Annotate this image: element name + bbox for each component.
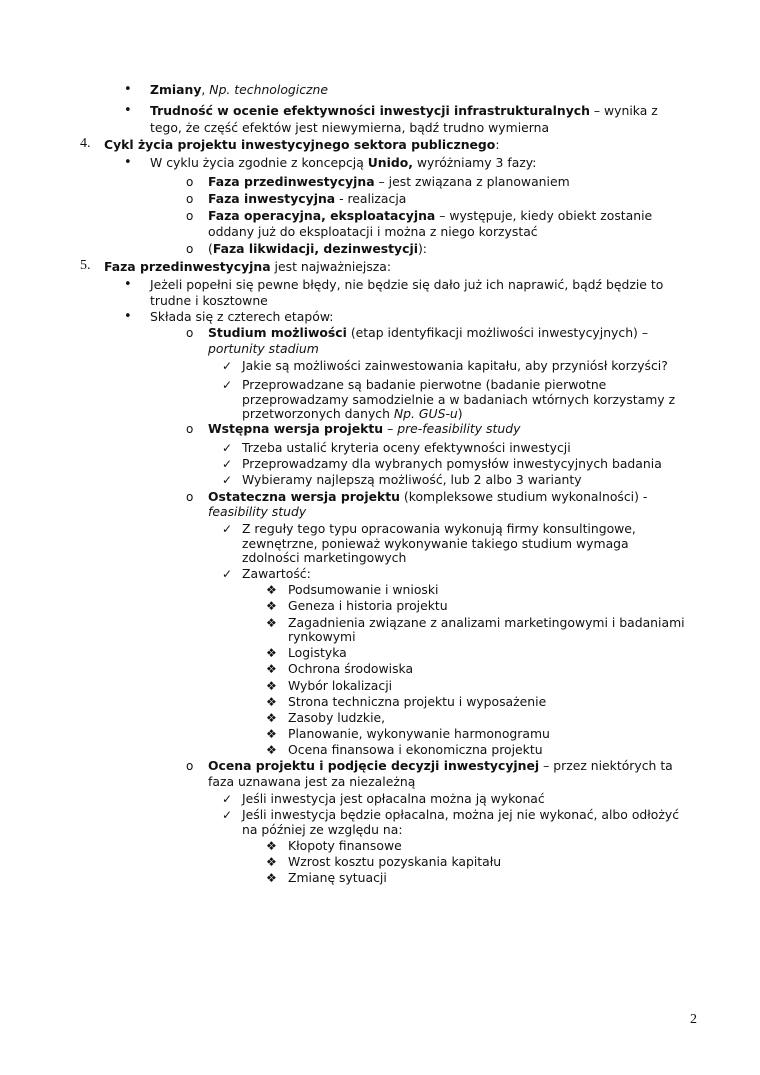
list-item: Wstępna wersja projektu – pre-feasibility study <box>208 421 521 436</box>
list-item: Zasoby ludzkie, <box>288 710 386 725</box>
list-item-continuation: tego, że część efektów jest niewymierna, bądź trudno wymierna <box>150 120 550 135</box>
list-item: Podsumowanie i wnioski <box>288 582 439 597</box>
list-item-continuation: zdolności marketingowych <box>242 550 407 565</box>
list-item: Ocena projektu i podjęcie decyzji inwestycyjnej – przez niektórych ta <box>208 758 673 773</box>
list-item-continuation: faza uznawana jest za niezależną <box>208 774 416 789</box>
list-item: Faza operacyjna, eksploatacyjna – występuje, kiedy obiekt zostanie <box>208 208 653 223</box>
list-item: Jeśli inwestycja będzie opłacalna, można jej nie wykonać, albo odłożyć <box>242 807 680 822</box>
list-item-continuation: przeprowadzamy samodzielnie a w badaniach wtórnych korzystamy z <box>242 392 676 407</box>
page-number: 2 <box>690 1012 697 1027</box>
list-item: Z reguły tego typu opracowania wykonują firmy konsultingowe, <box>242 521 636 536</box>
section-heading: Cykl życia projektu inwestycyjnego sektora publicznego: <box>104 137 500 152</box>
check-marker: ✓ <box>222 359 233 373</box>
list-item: Zmiany, Np. technologiczne <box>150 82 329 97</box>
list-item: Jeśli inwestycja jest opłacalna można ją wykonać <box>242 791 545 806</box>
list-item: Trudność w ocenie efektywności inwestycji infrastrukturalnych – wynika z <box>150 103 658 118</box>
list-item: Zmianę sytuacji <box>288 870 387 885</box>
list-item: Ochrona środowiska <box>288 661 414 676</box>
list-item: Przeprowadzane są badanie pierwotne (badanie pierwotne <box>242 377 607 392</box>
check-marker: ✓ <box>222 522 233 536</box>
section-heading: Faza przedinwestycyjna jest najważniejsza: <box>104 259 392 274</box>
bullet-marker: • <box>124 277 132 292</box>
diamond-marker: ❖ <box>266 599 277 613</box>
circle-marker: o <box>186 192 194 206</box>
list-item: Wzrost kosztu pozyskania kapitału <box>288 854 502 869</box>
diamond-marker: ❖ <box>266 679 277 693</box>
list-item: Ostateczna wersja projektu (kompleksowe studium wykonalności) - <box>208 489 648 504</box>
list-item: Jeżeli popełni się pewne błędy, nie będzie się dało już ich naprawić, bądź będzie to <box>150 277 664 292</box>
list-item: Faza inwestycyjna - realizacja <box>208 191 407 206</box>
section-number: 4. <box>80 136 91 151</box>
list-item: Strona techniczna projektu i wyposażenie <box>288 694 547 709</box>
diamond-marker: ❖ <box>266 839 277 853</box>
list-item: Wybór lokalizacji <box>288 678 393 693</box>
diamond-marker: ❖ <box>266 743 277 757</box>
check-marker: ✓ <box>222 441 233 455</box>
diamond-marker: ❖ <box>266 727 277 741</box>
list-item: Faza przedinwestycyjna – jest związana z planowaniem <box>208 174 570 189</box>
list-item: (Faza likwidacji, dezinwestycji): <box>208 241 427 256</box>
diamond-marker: ❖ <box>266 662 277 676</box>
circle-marker: o <box>186 422 194 436</box>
circle-marker: o <box>186 759 194 773</box>
list-item: Trzeba ustalić kryteria oceny efektywności inwestycji <box>242 440 571 455</box>
list-item: Planowanie, wykonywanie harmonogramu <box>288 726 550 741</box>
diamond-marker: ❖ <box>266 695 277 709</box>
list-item: Kłopoty finansowe <box>288 838 402 853</box>
list-item: Studium możliwości (etap identyfikacji możliwości inwestycyjnych) – <box>208 325 649 340</box>
list-item: Geneza i historia projektu <box>288 598 448 613</box>
term: Zmiany <box>150 82 202 97</box>
list-item: Wybieramy najlepszą możliwość, lub 2 albo 3 warianty <box>242 472 582 487</box>
list-item-continuation: trudne i kosztowne <box>150 293 268 308</box>
check-marker: ✓ <box>222 378 233 392</box>
list-item-continuation: oddany już do eksploatacji i można z niego korzystać <box>208 224 538 239</box>
list-item: Zagadnienia związane z analizami marketingowymi i badaniami <box>288 615 685 630</box>
list-item: Logistyka <box>288 645 347 660</box>
check-marker: ✓ <box>222 792 233 806</box>
section-number: 5. <box>80 258 91 273</box>
circle-marker: o <box>186 175 194 189</box>
list-item: W cyklu życia zgodnie z koncepcją Unido, wyróżniamy 3 fazy: <box>150 155 537 170</box>
list-item-continuation: rynkowymi <box>288 629 356 644</box>
bullet-marker: • <box>124 155 132 170</box>
list-item-continuation: przetworzonych danych Np. GUS-u) <box>242 406 463 421</box>
circle-marker: o <box>186 326 194 340</box>
circle-marker: o <box>186 209 194 223</box>
list-item: Przeprowadzamy dla wybranych pomysłów inwestycyjnych badania <box>242 456 662 471</box>
check-marker: ✓ <box>222 473 233 487</box>
diamond-marker: ❖ <box>266 583 277 597</box>
diamond-marker: ❖ <box>266 871 277 885</box>
bullet-marker: • <box>124 309 132 324</box>
diamond-marker: ❖ <box>266 855 277 869</box>
list-item-continuation: zewnętrzne, ponieważ wykonywanie takiego studium wymaga <box>242 536 629 551</box>
check-marker: ✓ <box>222 567 233 581</box>
list-item: Składa się z czterech etapów: <box>150 309 334 324</box>
list-item: Jakie są możliwości zainwestowania kapitału, aby przyniósł korzyści? <box>242 358 668 373</box>
check-marker: ✓ <box>222 457 233 471</box>
list-item: Zawartość: <box>242 566 311 581</box>
bullet-marker: • <box>124 82 132 97</box>
list-item-continuation: feasibility study <box>208 504 307 519</box>
circle-marker: o <box>186 242 194 256</box>
list-item: Ocena finansowa i ekonomiczna projektu <box>288 742 543 757</box>
list-item-continuation: na później ze względu na: <box>242 822 403 837</box>
bullet-marker: • <box>124 103 132 118</box>
diamond-marker: ❖ <box>266 711 277 725</box>
diamond-marker: ❖ <box>266 646 277 660</box>
circle-marker: o <box>186 490 194 504</box>
check-marker: ✓ <box>222 808 233 822</box>
diamond-marker: ❖ <box>266 616 277 630</box>
list-item-continuation: portunity stadium <box>208 341 319 356</box>
